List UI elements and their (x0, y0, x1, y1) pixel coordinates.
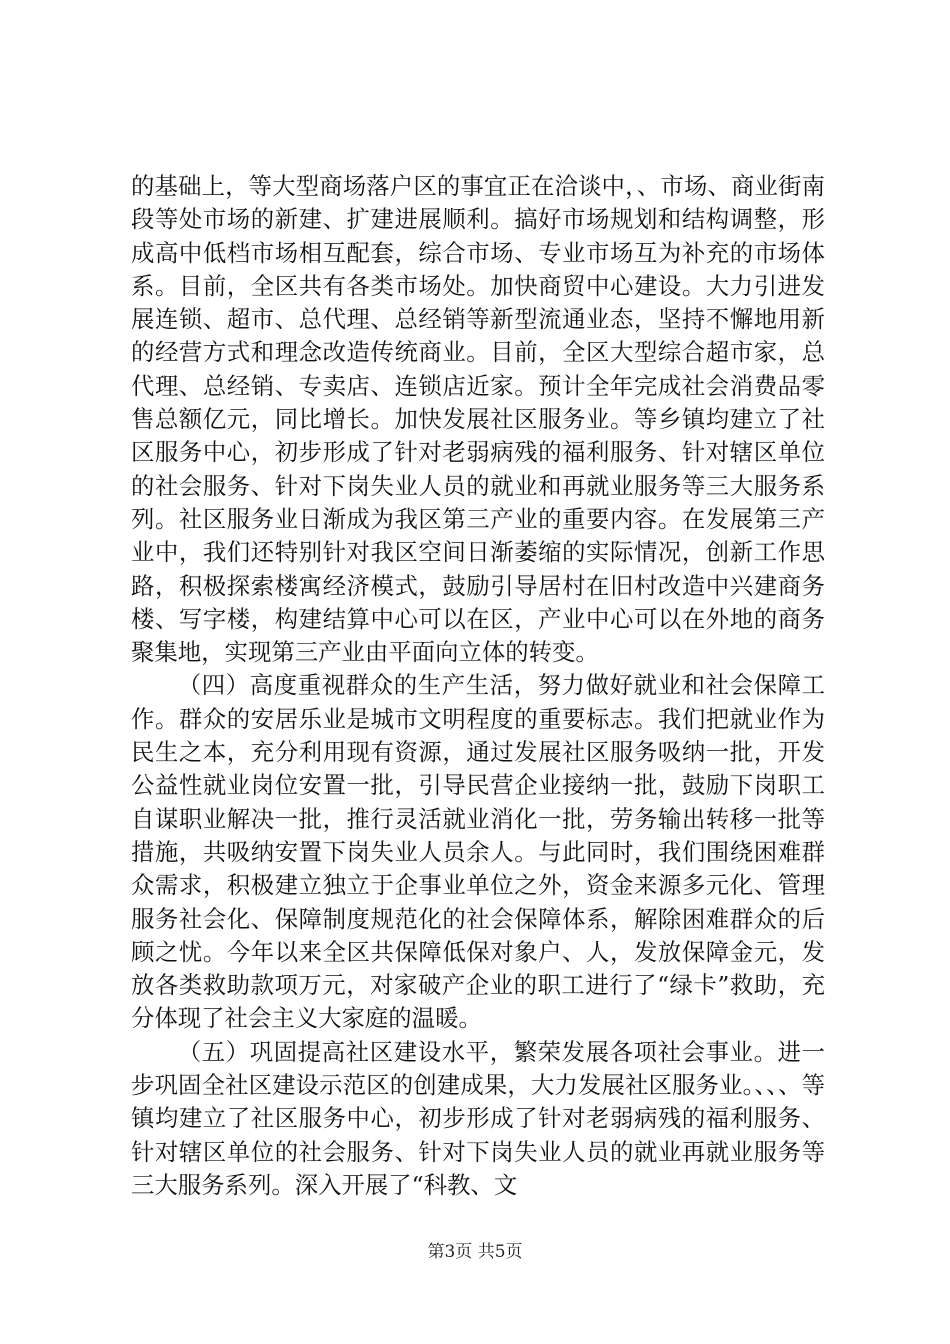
page-footer: 第3页 共5页 (427, 1242, 523, 1262)
paragraph-employment-social-security: （四）高度重视群众的生产生活，努力做好就业和社会保障工作。群众的安居乐业是城市文明程度的重要标志。我们把就业作为民生之本，充分利用现有资源，通过发展社区服务吸纳一批，开发公益性就业岗位安置一批，引导民营企业接纳一批，鼓励下岗职工自谋职业解决一批，推行灵活就业消化一批，劳务输出转移一批等措施，共吸纳安置下岗失业人员余人。与此同时，我们围绕困难群众需求，积极建立独立于企事业单位之外，资金来源多元化、管理服务社会化、保障制度规范化的社会保障体系，解除困难群众的后顾之忧。今年以来全区共保障低保对象户、人，发放保障金元，发放各类救助款项万元，对家破产企业的职工进行了“绿卡”救助，充分体现了社会主义大家庭的温暖。 (131, 671, 825, 1033)
paragraph-community-construction: （五）巩固提高社区建设水平，繁荣发展各项社会事业。进一步巩固全社区建设示范区的创建成果，大力发展社区服务业。、、、等镇均建立了社区服务中心，初步形成了针对老弱病残的福利服务、针对辖区单位的社会服务、针对下岗失业人员的就业再就业服务等三大服务系列。深入开展了“科教、文 (131, 1037, 825, 1199)
body-text (131, 170, 825, 1202)
paragraph-commerce: 的基础上，等大型商场落户区的事宜正在洽谈中，、市场、商业街南段等处市场的新建、扩建进展顺利。搞好市场规划和结构调整，形成高中低档市场相互配套，综合市场、专业市场互为补充的市场体系。目前，全区共有各类市场处。加快商贸中心建设。大力引进发展连锁、超市、总代理、总经销等新型流通业态，坚持不懈地用新的经营方式和理念改造传统商业。目前，全区大型综合超市家，总代理、总经销、专卖店、连锁店近家。预计全年完成社会消费品零售总额亿元，同比增长。加快发展社区服务业。等乡镇均建立了社区服务中心，初步形成了针对老弱病残的福利服务、针对辖区单位的社会服务、针对下岗失业人员的就业和再就业服务等三大服务系列。社区服务业日渐成为我区第三产业的重要内容。在发展第三产业中，我们还特别针对我区空间日渐萎缩的实际情况，创新工作思路，积极探索楼寓经济模式，鼓励引导居村在旧村改造中兴建商务楼、写字楼，构建结算中心可以在区，产业中心可以在外地的商务聚集地，实现第三产业由平面向立体的转变。 (131, 172, 825, 667)
